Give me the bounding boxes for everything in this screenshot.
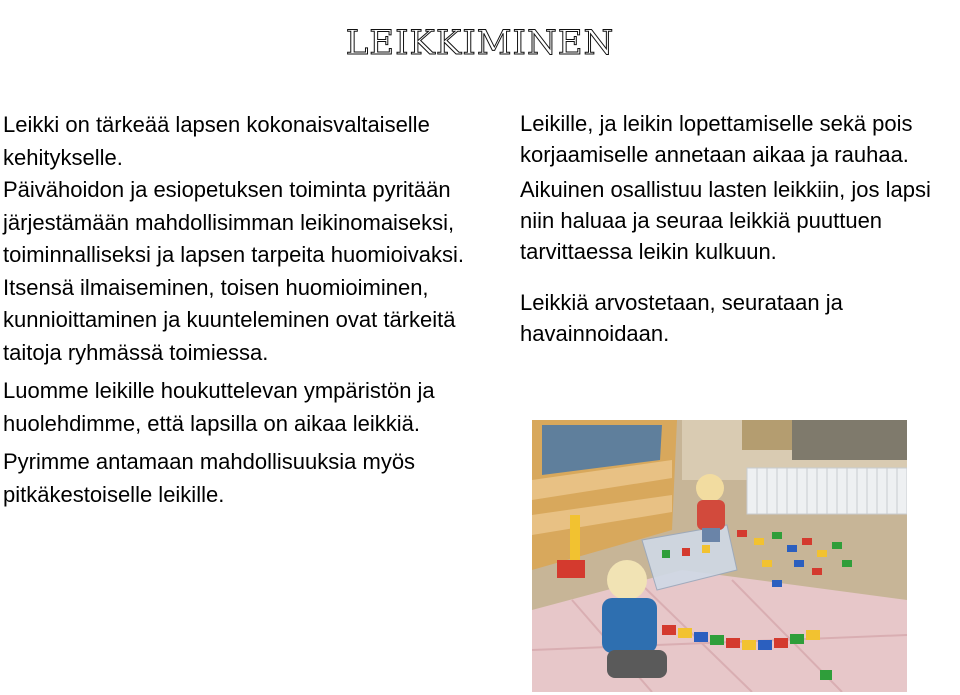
page-title: LEIKKIMINEN — [345, 22, 615, 63]
paragraph-observation: Leikkiä arvostetaan, seurataan ja havainnoidaan. — [520, 290, 843, 346]
right-text-column — [520, 108, 960, 349]
paragraph-ending-play: Leikille, ja leikin lopettamiselle sekä pois korjaamiselle annetaan aikaa ja rauhaa. — [520, 111, 913, 167]
paragraph-daycare-activities: Päivähoidon ja esiopetuksen toiminta pyritään järjestämään mahdollisimman leikinomaiseksi, toiminnalliseksi ja lapsen tarpeita huomioivaksi. Itsensä ilmaiseminen, toisen huomioiminen, kunnioittaminen ja kuunteleminen ovat tärkeitä taitoja ryhmässä toimiessa. — [3, 177, 465, 365]
paragraph-adult-participation: Aikuinen osallistuu lasten leikkiin, jos lapsi niin haluaa ja seuraa leikkiä puuttuen tarvittaessa leikin kulkuun. — [520, 177, 931, 264]
photo-illustration — [532, 420, 907, 692]
left-text-column — [3, 109, 473, 511]
children-playing-photo — [532, 420, 907, 692]
paragraph-environment: Luomme leikille houkuttelevan ympäristön ja huolehdimme, että lapsilla on aikaa leikkiä. — [3, 378, 435, 436]
paragraph-play-importance: Leikki on tärkeää lapsen kokonaisvaltaiselle kehitykselle. — [3, 112, 430, 170]
paragraph-long-play: Pyrimme antamaan mahdollisuuksia myös pitkäkestoiselle leikille. — [3, 449, 416, 507]
